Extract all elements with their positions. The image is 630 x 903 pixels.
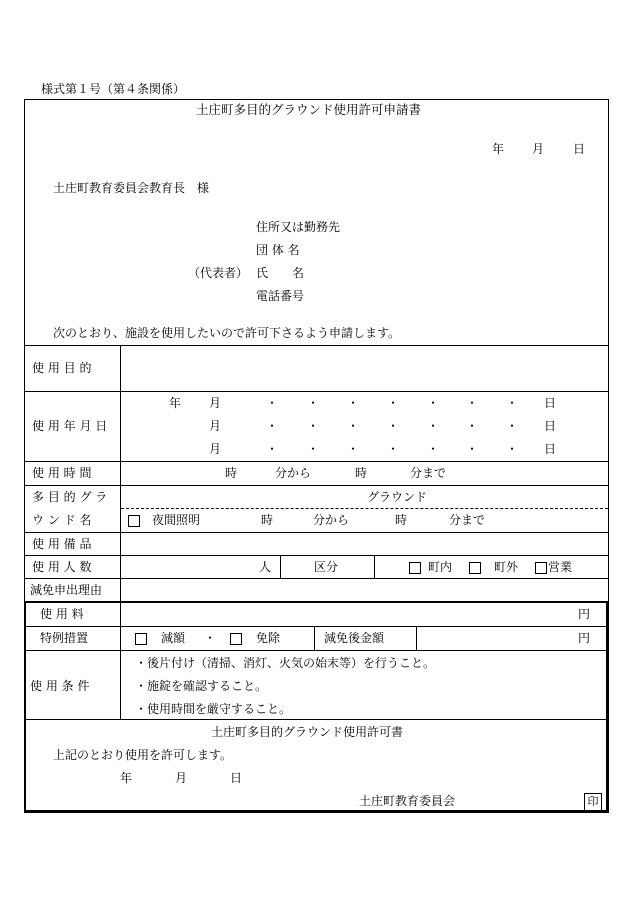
after-reduction-label: 減免後金額 — [324, 631, 385, 645]
date-dot: ・ — [307, 396, 320, 410]
ground-label-2: ウ ン ド 名 — [32, 513, 92, 527]
date-dot: ・ — [266, 442, 279, 456]
group-name-label: 団 体 名 — [256, 243, 300, 257]
date-year-mark: 年 — [169, 396, 182, 410]
date-month-mark: 月 — [209, 419, 222, 433]
town-outside-label: 町外 — [494, 560, 519, 574]
dates-field[interactable] — [122, 393, 606, 460]
date-dot: ・ — [427, 442, 440, 456]
date-day: 日 — [573, 142, 586, 156]
date-day-mark: 日 — [544, 396, 557, 410]
date-dot: ・ — [466, 442, 479, 456]
condition-item: ・施錠を確認すること。 — [135, 679, 268, 693]
condition-item: ・後片付け（清掃、消灯、火気の始末等）を行うこと。 — [135, 656, 436, 670]
night-lighting-checkbox[interactable] — [128, 515, 140, 527]
town-inside-label: 町内 — [428, 560, 453, 574]
date-dot: ・ — [506, 442, 519, 456]
date-dot: ・ — [466, 419, 479, 433]
exemption-checkbox[interactable] — [230, 633, 242, 645]
time-start-min: 分から — [275, 466, 312, 480]
date-dot: ・ — [506, 419, 519, 433]
form-title: 土庄町多目的グラウンド使用許可申請書 — [196, 102, 422, 117]
after-reduction-yen: 円 — [578, 631, 591, 645]
dates-label: 使 用 年 月 日 — [32, 419, 108, 433]
date-month-mark: 月 — [209, 442, 222, 456]
category-label: 区分 — [314, 560, 339, 574]
issuer: 土庄町教育委員会 — [359, 794, 456, 808]
permit-day: 日 — [230, 771, 243, 785]
reduction-checkbox[interactable] — [135, 633, 147, 645]
purpose-field[interactable] — [122, 347, 606, 390]
date-day-mark: 日 — [544, 419, 557, 433]
light-end-hour: 時 — [395, 513, 408, 527]
date-dot: ・ — [387, 442, 400, 456]
exemption-label: 免除 — [256, 631, 281, 645]
permit-title: 土庄町多目的グラウンド使用許可書 — [211, 725, 404, 739]
measure-separator: ・ — [204, 631, 217, 645]
date-dot: ・ — [466, 396, 479, 410]
light-start-min: 分から — [313, 513, 350, 527]
date-dot: ・ — [427, 396, 440, 410]
town-outside-checkbox[interactable] — [469, 562, 481, 574]
special-measures-label: 特例措置 — [40, 631, 89, 645]
phone-label: 電話番号 — [256, 289, 305, 303]
people-label: 使 用 人 数 — [32, 560, 92, 574]
town-inside-checkbox[interactable] — [409, 562, 421, 574]
date-dot: ・ — [347, 442, 360, 456]
business-label: 営業 — [548, 560, 573, 574]
equipment-label: 使 用 備 品 — [32, 537, 92, 551]
date-dot: ・ — [266, 419, 279, 433]
permit-month: 月 — [175, 771, 188, 785]
time-end-min: 分まで — [410, 466, 447, 480]
light-start-hour: 時 — [261, 513, 274, 527]
permit-statement: 上記のとおり使用を許可します。 — [53, 748, 233, 762]
time-start-hour: 時 — [225, 466, 238, 480]
date-dot: ・ — [347, 419, 360, 433]
name-label: 氏 名 — [256, 266, 305, 280]
permit-year: 年 — [120, 771, 133, 785]
purpose-label: 使 用 目 的 — [32, 361, 92, 375]
date-year: 年 — [492, 142, 505, 156]
light-end-min: 分まで — [449, 513, 486, 527]
condition-item: ・使用時間を厳守すること。 — [135, 702, 292, 716]
conditions-label: 使 用 条 件 — [30, 679, 90, 693]
night-lighting-label: 夜間照明 — [152, 513, 201, 527]
date-day-mark: 日 — [544, 442, 557, 456]
time-end-hour: 時 — [355, 466, 368, 480]
reduction-reason-label: 減免申出理由 — [30, 583, 103, 597]
ground-name: グラウンド — [367, 490, 428, 504]
address-label: 住所又は勤務先 — [256, 220, 341, 234]
date-dot: ・ — [506, 396, 519, 410]
date-dot: ・ — [266, 396, 279, 410]
date-dot: ・ — [307, 419, 320, 433]
date-month: 月 — [532, 142, 545, 156]
date-dot: ・ — [387, 396, 400, 410]
time-label: 使 用 時 間 — [32, 466, 92, 480]
date-dot: ・ — [427, 419, 440, 433]
reduction-label: 減額 — [161, 631, 186, 645]
fee-label: 使 用 料 — [40, 607, 84, 621]
date-dot: ・ — [347, 396, 360, 410]
fee-yen: 円 — [578, 607, 591, 621]
addressee: 土庄町教育委員会教育長 様 — [53, 181, 210, 195]
people-unit: 人 — [259, 560, 272, 574]
seal-box: 印 — [584, 793, 602, 811]
date-dot: ・ — [307, 442, 320, 456]
representative-label: （代表者） — [188, 266, 249, 280]
request-statement: 次のとおり、施設を使用したいので許可下さるよう申請します。 — [53, 326, 401, 340]
form-number: 様式第１号（第４条関係） — [41, 82, 186, 96]
date-dot: ・ — [387, 419, 400, 433]
business-checkbox[interactable] — [535, 562, 547, 574]
date-month-mark: 月 — [209, 396, 222, 410]
ground-label-1: 多 目 的 グ ラ — [32, 490, 108, 504]
